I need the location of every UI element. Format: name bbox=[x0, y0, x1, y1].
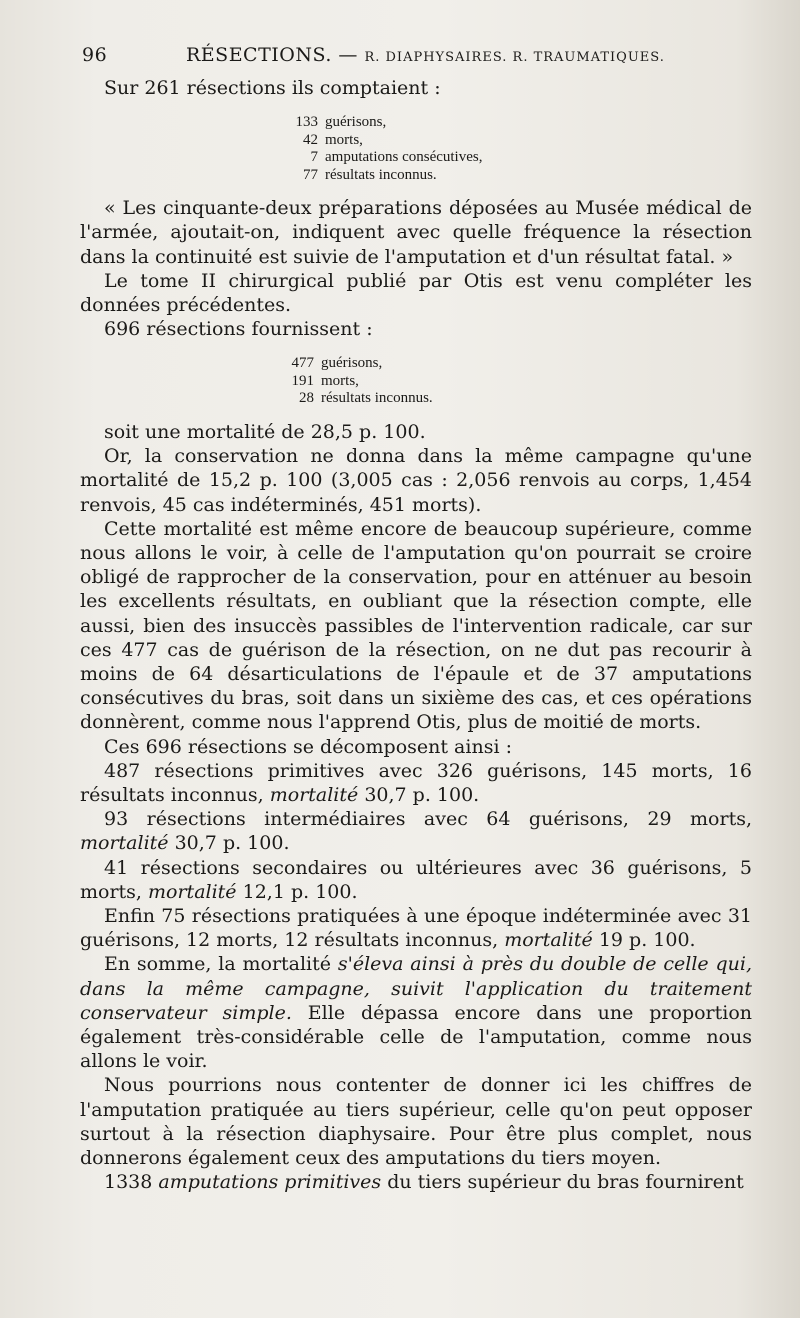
paragraph: Ces 696 résections se décomposent ainsi : bbox=[104, 735, 512, 758]
intro-line: Sur 261 résections ils comptaient : bbox=[104, 77, 441, 99]
paragraph: « Les cinquante-deux préparations déposées au Musée médical de l'armée, ajoutait-on, indiquent avec quelle fréquence la résection dans la continuité est suivie de l'amputation et d'un résultat fatal. » bbox=[80, 197, 752, 268]
paragraph: Enfin 75 résections pratiquées à une époque indéterminée avec 31 guérisons, 12 morts, 12 résultats inconnus, mortalité 19 p. 100. bbox=[80, 904, 752, 952]
paragraph: soit une mortalité de 28,5 p. 100. bbox=[104, 420, 426, 443]
header-title-main: RÉSECTIONS. — bbox=[186, 44, 358, 66]
paragraph: 1338 amputations primitives du tiers supérieur du bras fournirent bbox=[104, 1171, 744, 1194]
paragraph: Le tome II chirurgical publié par Otis est venu compléter les données précédentes. bbox=[80, 269, 752, 317]
paragraph: 41 résections secondaires ou ultérieures avec 36 guérisons, 5 morts, mortalité 12,1 p. 100. bbox=[80, 856, 752, 903]
header-title bbox=[186, 44, 665, 66]
page-number: 96 bbox=[82, 44, 108, 66]
header-subtitle: R. DIAPHYSAIRES. R. TRAUMATIQUES. bbox=[364, 50, 665, 65]
list-item: 477 guérisons, bbox=[291, 355, 383, 372]
paragraph: 696 résections fournissent : bbox=[104, 318, 373, 341]
paragraph: 93 résections intermédiaires avec 64 guérisons, 29 morts, mortalité 30,7 p. 100. bbox=[80, 808, 752, 855]
running-header bbox=[82, 44, 782, 74]
list-item: 77 résultats inconnus. bbox=[303, 166, 437, 183]
paragraph: Cette mortalité est même encore de beaucoup supérieure, comme nous allons le voir, à celle de l'amputation qu'on pourrait se croire obligé de rapprocher de la conservation, pour en atténuer au besoin les excellents résultats, en oubliant que la résection compte, elle aussi, bien des insuccès passibles de l'intervention radicale, car sur ces 477 cas de guérison de la résection, on ne dut pas recourir à moins de 64 désarticulations de l'épaule et de 37 amputations consécutives du bras, soit dans un sixième des cas, et ces opérations donnèrent, comme nous l'apprend Otis, plus de moitié de morts. bbox=[80, 517, 752, 734]
list-item: 28 résultats inconnus. bbox=[299, 390, 433, 407]
list-item: 42 morts, bbox=[303, 131, 363, 148]
paragraph: En somme, la mortalité s'éleva ainsi à près du double de celle qui, dans la même campagne, suivit l'application du traitement conservateur simple. Elle dépassa encore dans une proportion également très-considérable celle de l'amputation, comme nous allons le voir. bbox=[80, 953, 753, 1073]
paragraph: Nous pourrions nous contenter de donner ici les chiffres de l'amputation pratiquée au tiers supérieur, celle qu'on peut opposer surtout à la résection diaphysaire. Pour être plus complet, nous donnerons également ceux des amputations du tiers moyen. bbox=[80, 1074, 752, 1170]
paragraph: 487 résections primitives avec 326 guérisons, 145 morts, 16 résultats inconnus, mortalité 30,7 p. 100. bbox=[80, 759, 752, 806]
page-body bbox=[80, 76, 752, 1194]
list-item: 7 amputations consécutives, bbox=[310, 149, 483, 166]
paragraph: Or, la conservation ne donna dans la même campagne qu'une mortalité de 15,2 p. 100 (3,005 cas : 2,056 renvois au corps, 1,454 renvois, 45 cas indéterminés, 451 morts). bbox=[80, 445, 752, 516]
list-item: 191 morts, bbox=[291, 372, 359, 389]
list-item: 133 guérisons, bbox=[295, 114, 387, 131]
results-list-1 bbox=[80, 114, 752, 184]
results-list-2 bbox=[80, 355, 752, 408]
